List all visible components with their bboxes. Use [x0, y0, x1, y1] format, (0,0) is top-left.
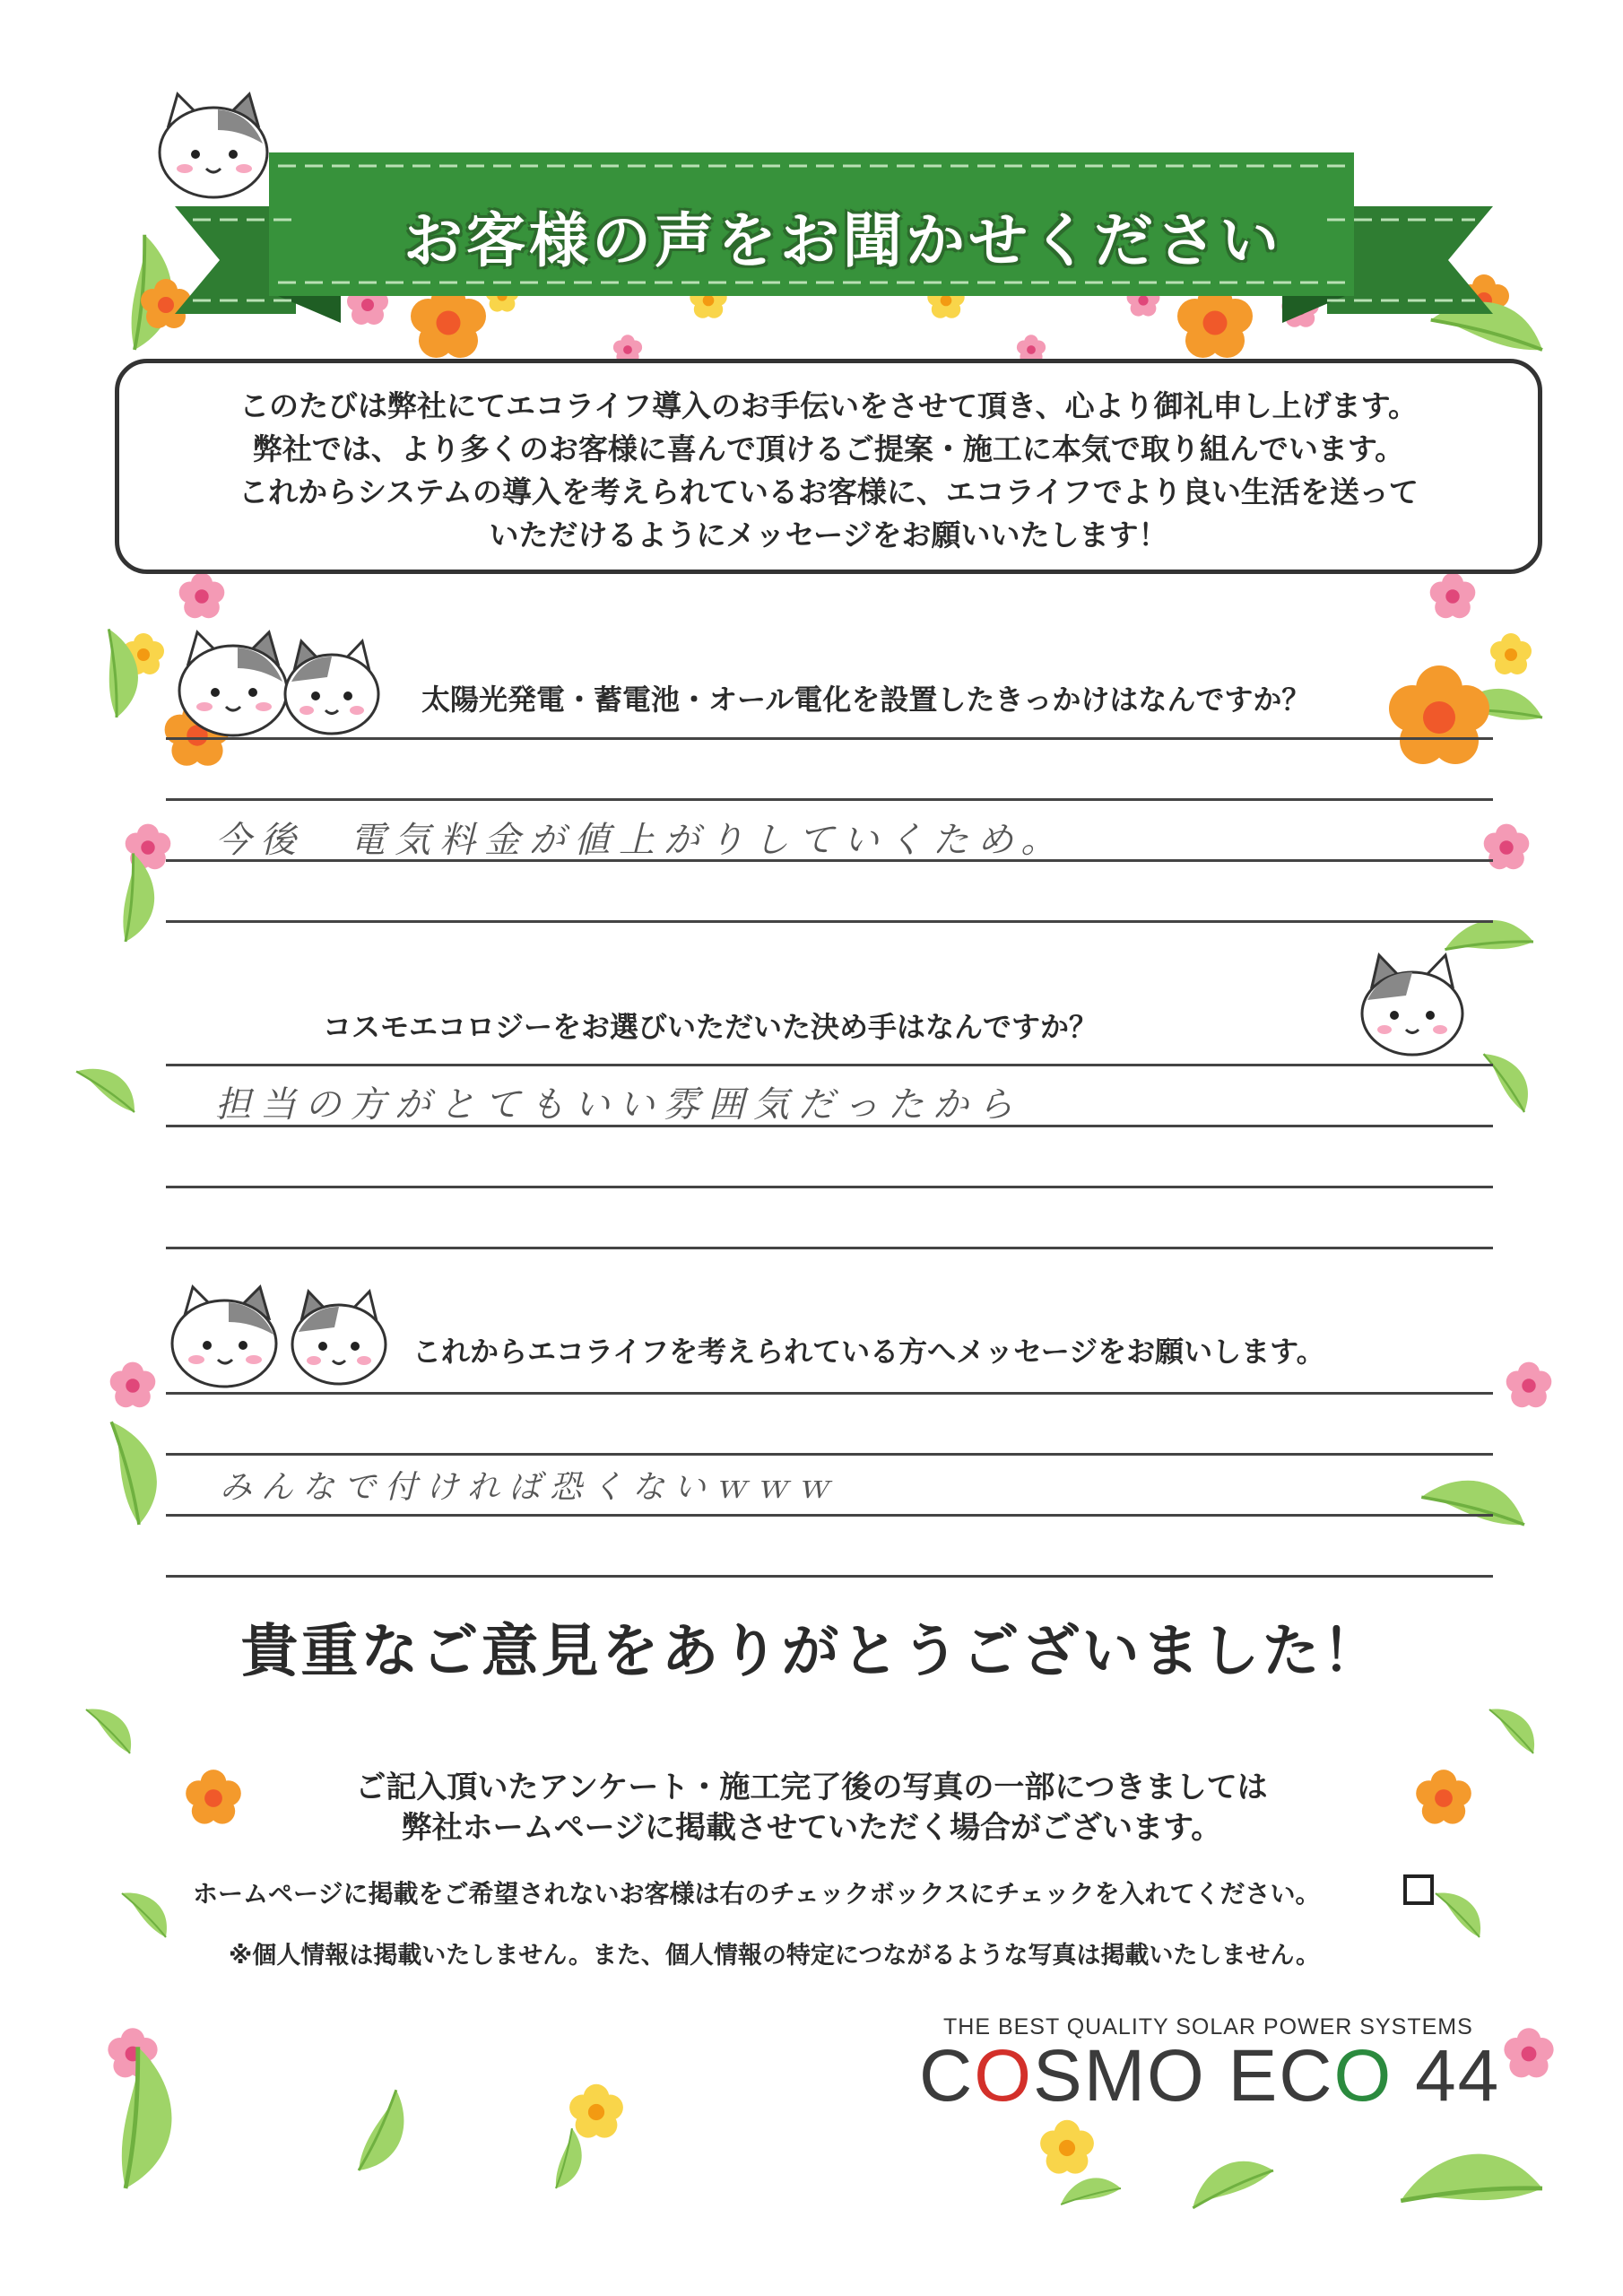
answer-line — [166, 859, 1493, 862]
notice-line-1: ご記入頂いたアンケート・施工完了後の写真の一部につきましては — [355, 1770, 1268, 1805]
cat-mascot-icon — [151, 90, 276, 206]
logo-letter: C — [919, 2035, 975, 2117]
answer-1-text: 今後 電気料金が値上がりしていくため。 — [215, 820, 1066, 861]
no-publish-checkbox[interactable] — [1403, 1874, 1434, 1905]
page-title: お客様の声をお聞かせください — [404, 206, 1282, 275]
answer-line — [166, 920, 1493, 923]
intro-line: 弊社では、より多くのお客様に喜んで頂けるご提案・施工に本気で取り組んでいます。 — [252, 431, 1405, 466]
answer-line — [166, 1575, 1493, 1578]
answer-line — [166, 798, 1493, 801]
answer-line — [166, 1392, 1493, 1395]
answer-line — [166, 1186, 1493, 1188]
logo-tagline: THE BEST QUALITY SOLAR POWER SYSTEMS — [943, 2014, 1473, 2039]
cat-mascot-icon — [166, 1283, 282, 1395]
cat-mascot-icon — [170, 628, 296, 744]
intro-line: これからシステムの導入を考えられているお客様に、エコライフでより良い生活を送って — [239, 474, 1419, 509]
intro-line: このたびは弊社にてエコライフ導入のお手伝いをさせて頂き、心より御礼申し上げます。 — [239, 388, 1419, 423]
question-1-label: 太陽光発電・蓄電池・オール電化を設置したきっかけはなんですか？ — [421, 683, 1311, 717]
answer-2-text: 担当の方がとてもいい雰囲気だったから — [215, 1084, 1022, 1126]
checkbox-label: ホームページに掲載をご希望されないお客様は右のチェックボックスにチェックを入れてください。 — [193, 1879, 1321, 1909]
answer-line — [166, 1453, 1493, 1456]
intro-message-box — [115, 359, 1542, 574]
logo-letter-o-red: O — [974, 2035, 1034, 2117]
privacy-note: ※個人情報は掲載いたしません。また、個人情報の特定につながるような写真は掲載いたしません。 — [229, 1942, 1320, 1970]
answer-line — [166, 737, 1493, 740]
cat-mascot-icon — [278, 637, 386, 744]
question-3-label: これからエコライフを考えられている方へメッセージをお願いします。 — [412, 1335, 1325, 1369]
logo-letter-o-green: O — [1333, 2035, 1393, 2117]
answer-3-text: みんなで付ければ恐くないｗｗｗ — [220, 1469, 839, 1506]
logo-number: 44 — [1393, 2035, 1501, 2117]
cat-mascot-icon — [1354, 951, 1471, 1067]
notice-line-2: 弊社ホームページに掲載させていただく場合がございます。 — [401, 1810, 1222, 1846]
cosmo-eco-logo — [919, 2034, 1500, 2118]
answer-line — [166, 1514, 1493, 1517]
answer-line — [166, 1125, 1493, 1127]
logo-letters: SMO EC — [1033, 2035, 1334, 2117]
question-2-label: コスモエコロジーをお選びいただいた決め手はなんですか？ — [323, 1010, 1098, 1044]
thank-you-heading: 貴重なご意見をありがとうございました！ — [240, 1619, 1383, 1685]
intro-line: いただけるようにメッセージをお願いいたします！ — [489, 517, 1168, 552]
answer-line — [166, 1247, 1493, 1249]
answer-line — [166, 1064, 1493, 1066]
cat-mascot-icon — [285, 1287, 393, 1395]
